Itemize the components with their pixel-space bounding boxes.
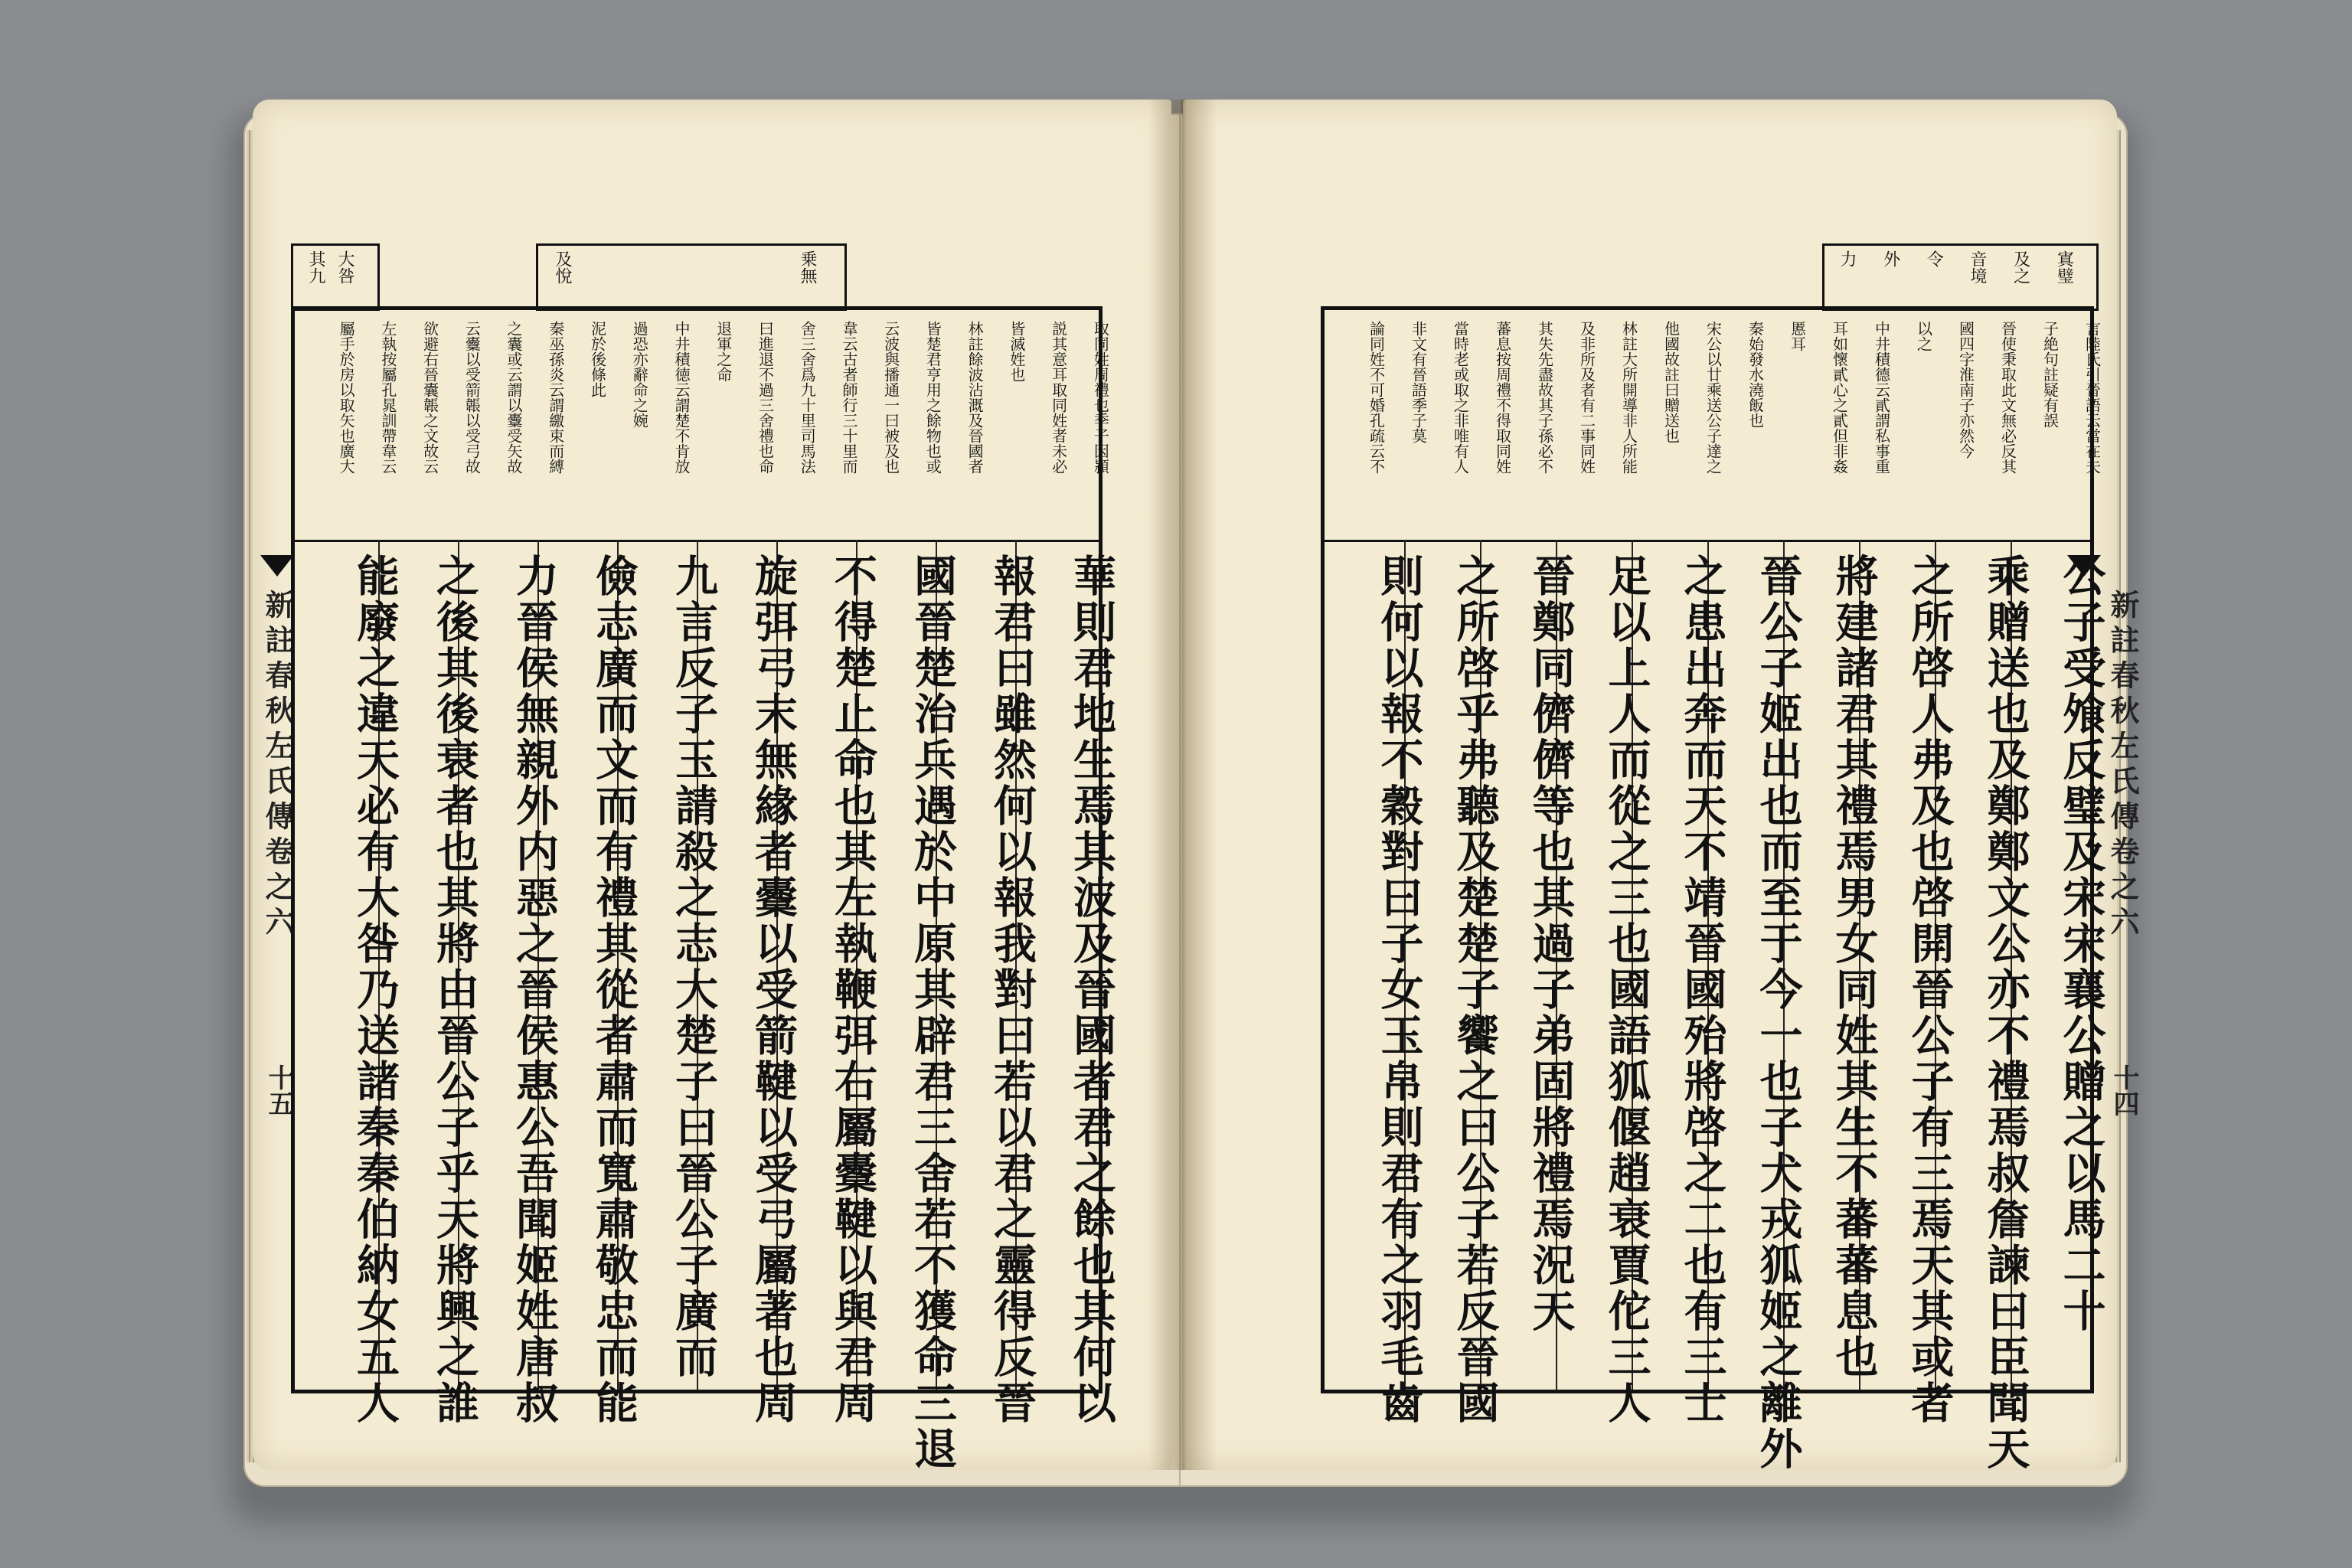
commentary-column: 皆滅姓也 bbox=[1007, 321, 1026, 382]
left-top-box-a-line: 大咎 bbox=[335, 250, 354, 284]
commentary-column: 皆楚君亨用之餘物也或 bbox=[923, 321, 942, 474]
commentary-column: 及非所及者有二事同姓 bbox=[1577, 321, 1596, 474]
main-text-column: 力晉侯無親外内惡之晉侯惠公吾聞姬姓唐叔 bbox=[509, 554, 560, 1426]
commentary-column: 蕃息按周禮不得取同姓 bbox=[1493, 321, 1512, 474]
commentary-column: 左執按屬孔晁訓帶韋云 bbox=[378, 321, 397, 474]
commentary-column: 説其意耳取同姓者未必 bbox=[1049, 321, 1068, 474]
commentary-column: 他國故註曰贈送也 bbox=[1661, 321, 1681, 443]
right-top-box-line: 及之 bbox=[2011, 250, 2030, 284]
left-folio: 十五 bbox=[263, 1064, 294, 1116]
main-text-column: 不得楚止命也其左執鞭弭右屬櫜鞬以與君周 bbox=[828, 554, 878, 1426]
commentary-column: 舍三舍爲九十里司馬法 bbox=[798, 321, 817, 474]
right-top-box-line: 音境 bbox=[1968, 250, 1987, 284]
main-text-column: 乘贈送也及鄭鄭文公亦不禮焉叔詹諫曰臣聞天 bbox=[1980, 554, 2031, 1472]
main-text-column: 將建諸君其禮焉男女同姓其生不蕃蕃息也 bbox=[1828, 554, 1880, 1380]
main-text-column: 華則君地生焉其波及晉國者君之餘也其何以 bbox=[1067, 554, 1117, 1426]
left-top-box-b-line: 乗無 bbox=[798, 250, 817, 284]
main-text-column: 報君曰雖然何以報我對曰若以君之靈得反晉 bbox=[987, 554, 1037, 1426]
commentary-column: 欲避右晉囊韔之文故云 bbox=[420, 321, 439, 474]
left-tab-mark bbox=[260, 555, 294, 577]
commentary-column: 云櫜以受箭韔以受弓故 bbox=[462, 321, 482, 474]
main-text-column: 之所啓乎弗聽及楚楚子饗之曰公子若反晉國 bbox=[1449, 554, 1501, 1426]
right-side-title: 新註春秋左氏傳卷之六 bbox=[2105, 590, 2140, 942]
commentary-column: 云波與播通一曰被及也 bbox=[881, 321, 900, 474]
main-text-column: 足以上人而從之三也國語狐偃趙衰賈佗三人 bbox=[1601, 554, 1652, 1426]
main-text-column: 晉鄭同儕儕等也其過子弟固將禮焉況天 bbox=[1525, 554, 1576, 1334]
main-text-column: 公子受飧反璧及宋宋襄公贈之以馬二十 bbox=[2056, 554, 2107, 1334]
commentary-column: 曰進退不過三舍禮也命 bbox=[756, 321, 775, 474]
commentary-column: 泥於後條此 bbox=[588, 321, 607, 397]
commentary-column: 中井積徳云謂楚不肯放 bbox=[671, 321, 691, 474]
commentary-column: 過恐亦辭命之婉 bbox=[630, 321, 649, 428]
main-text-column: 能廢之違天必有大咎乃送諸秦秦伯納女五人 bbox=[350, 554, 400, 1426]
main-text-column: 之所啓人弗及也啓開晉公子有三焉天其或者 bbox=[1904, 554, 1955, 1426]
main-text-column: 則何以報不穀對曰子女玉帛則君有之羽毛齒 bbox=[1374, 554, 1425, 1426]
right-folio: 十四 bbox=[2109, 1064, 2139, 1116]
right-top-box-line: 寘璧 bbox=[2054, 250, 2074, 284]
right-commentary-band bbox=[1325, 310, 2102, 542]
commentary-column: 以之 bbox=[1914, 321, 1933, 351]
main-text-column: 國晉楚治兵遇於中原其辟君三舍若不獲命三退 bbox=[907, 554, 958, 1472]
commentary-column: 中井積德云貳謂私事重 bbox=[1872, 321, 1891, 474]
left-top-box-a bbox=[291, 243, 380, 311]
commentary-column: 林註大所開導非人所能 bbox=[1619, 321, 1638, 474]
left-top-box-b-line: 及悅 bbox=[553, 250, 572, 284]
main-text-column: 旋弭弓末無緣者櫜以受箭鞬以受弓屬著也周 bbox=[748, 554, 799, 1426]
commentary-column: 屬手於房以取矢也廣大 bbox=[337, 321, 356, 474]
commentary-column: 耳如懷貳心之貳但非姦 bbox=[1830, 321, 1849, 474]
commentary-column: 之囊或云謂以櫜受矢故 bbox=[505, 321, 524, 474]
main-text-column: 之後其後衰者也其將由晉公子乎天將興之誰 bbox=[430, 554, 480, 1426]
book-gutter bbox=[1148, 100, 1217, 1470]
main-text-column: 之患出奔而天不靖晉國殆將啓之二也有三士 bbox=[1677, 554, 1728, 1426]
commentary-column: 宋公以廿乘送公子達之 bbox=[1704, 321, 1723, 474]
left-text-frame bbox=[291, 306, 1117, 1472]
right-top-box-line: 令 bbox=[1924, 250, 1944, 267]
commentary-column: 當時老或取之非唯有人 bbox=[1451, 321, 1470, 474]
commentary-column: 取同姓周禮也季子因潁 bbox=[1091, 321, 1110, 474]
main-text-column: 儉志廣而文而有禮其從者肅而寬肅敬忠而能 bbox=[589, 554, 639, 1426]
right-top-box-line: 力 bbox=[1838, 250, 1857, 267]
left-top-box-a-line: 其九 bbox=[306, 250, 325, 284]
commentary-column: 秦巫孫炎云謂繳束而縛 bbox=[546, 321, 565, 474]
commentary-column: 論同姓不可婚孔疏云不 bbox=[1367, 321, 1386, 474]
right-text-frame bbox=[1321, 306, 2107, 1472]
commentary-column: 韋云古者師行三十里而 bbox=[839, 321, 858, 474]
commentary-column: 言陸氏引晉語云當在夫 bbox=[2082, 321, 2102, 474]
commentary-column: 國四字淮南子亦然今 bbox=[1956, 321, 1975, 459]
main-text-column: 晉公子姬出也而至于今一也子犬戎狐姬之離外 bbox=[1753, 554, 1804, 1472]
commentary-column: 秦始發水澆飯也 bbox=[1746, 321, 1765, 428]
right-top-box bbox=[1822, 243, 2099, 311]
left-top-box-b bbox=[536, 243, 847, 311]
commentary-column: 林註餘波沾溉及晉國者 bbox=[965, 321, 985, 474]
main-text-column: 九言反子玉請殺之志大楚子曰晉公子廣而 bbox=[668, 554, 719, 1380]
commentary-column: 子絶句註疑有誤 bbox=[2040, 321, 2060, 428]
commentary-column: 晉使秉取此文無必反其 bbox=[1998, 321, 2017, 474]
commentary-column: 慝耳 bbox=[1788, 321, 1807, 351]
commentary-column: 非文有晉語季子莫 bbox=[1409, 321, 1428, 443]
left-commentary-band bbox=[295, 310, 1110, 542]
commentary-column: 其失先盡故其子孫必不 bbox=[1535, 321, 1554, 474]
commentary-column: 退軍之命 bbox=[714, 321, 733, 382]
right-top-box-line: 外 bbox=[1880, 250, 1900, 267]
left-side-title: 新註春秋左氏傳卷之六 bbox=[260, 590, 295, 942]
